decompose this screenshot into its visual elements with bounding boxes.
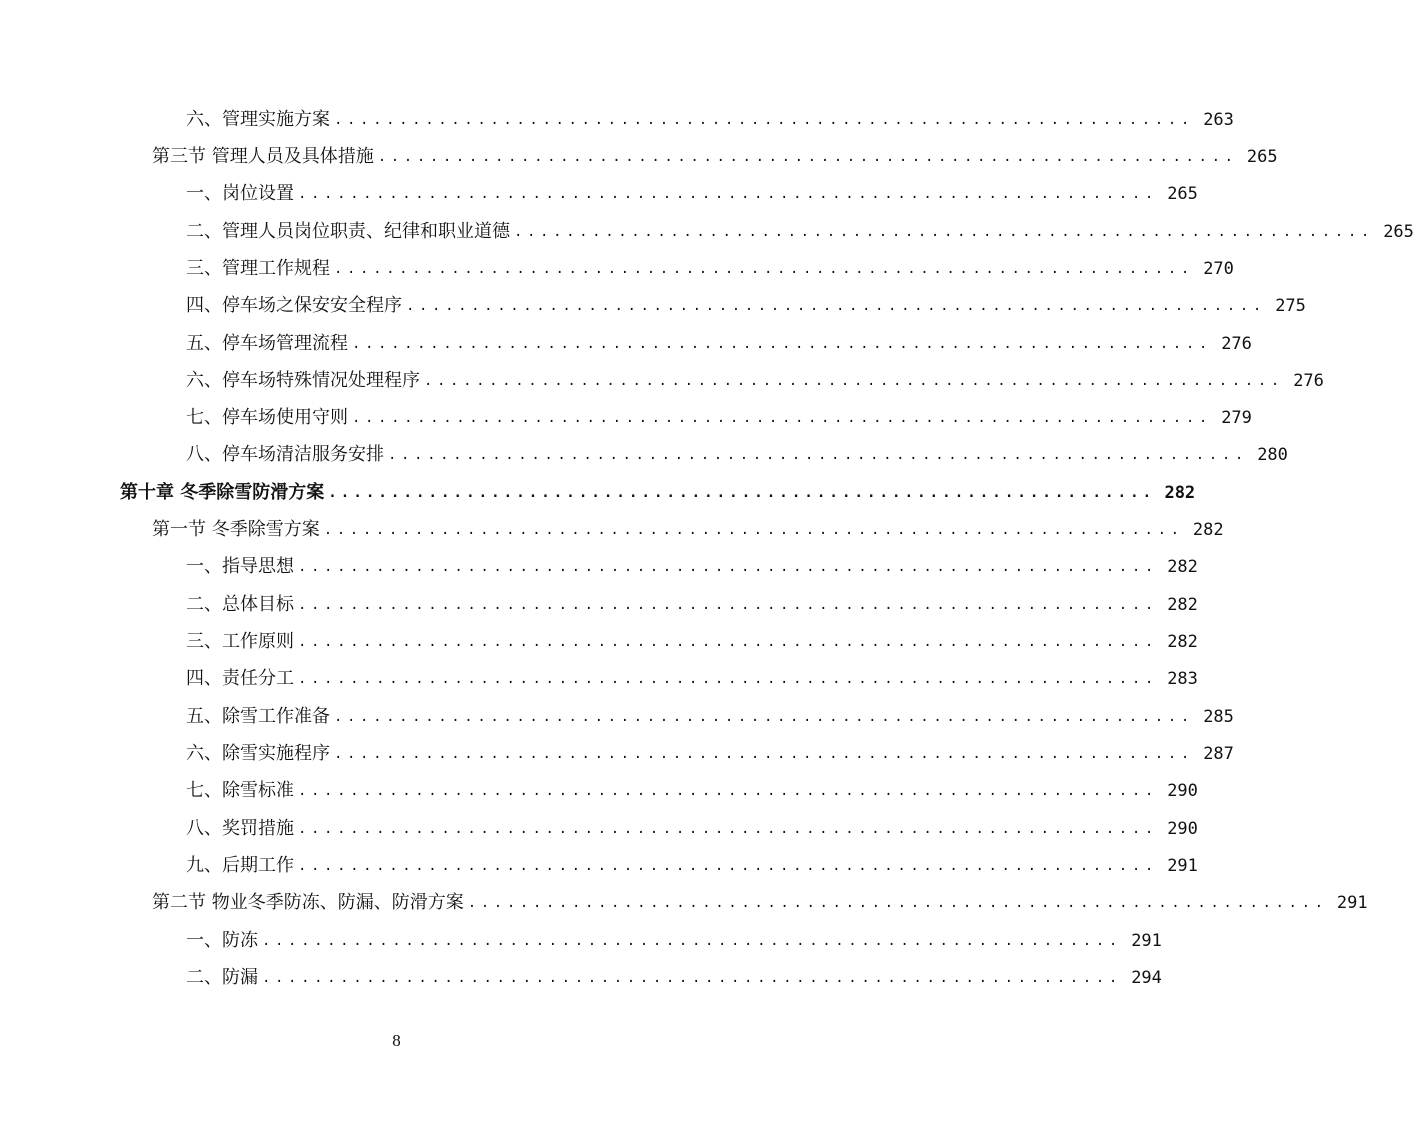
toc-entry-page: 290: [1167, 818, 1198, 839]
toc-subsection-entry[interactable]: [0, 213, 1414, 250]
toc-entry-title: 五、停车场管理流程: [186, 332, 348, 354]
toc-entry-title: 一、指导思想: [186, 556, 294, 578]
toc-subsection-entry[interactable]: [0, 847, 1198, 884]
toc-subsection-entry[interactable]: [0, 773, 1198, 810]
toc-entry-page: 275: [1275, 296, 1306, 317]
toc-dot-leader: ..................................................................: [377, 148, 1238, 165]
toc-entry-page: 282: [1167, 557, 1198, 578]
toc-subsection-entry[interactable]: [0, 101, 1234, 138]
toc-entry-title: 七、停车场使用守则: [186, 407, 348, 429]
toc-entry-page: 280: [1257, 445, 1288, 466]
toc-entry-page: 282: [1192, 520, 1224, 541]
toc-entry-page: 291: [1167, 855, 1198, 876]
toc-entry-title: 二、管理人员岗位职责、纪律和职业道德: [186, 220, 510, 242]
toc-entry-page: 276: [1221, 333, 1252, 354]
toc-subsection-entry[interactable]: [0, 325, 1252, 362]
toc-dot-leader: ..................................................................: [298, 559, 1158, 576]
toc-subsection-entry[interactable]: [0, 623, 1198, 660]
toc-entry-page: 265: [1246, 146, 1278, 167]
toc-subsection-entry[interactable]: [0, 362, 1324, 399]
toc-entry-title: 六、停车场特殊情况处理程序: [186, 369, 420, 391]
toc-entry-page: 291: [1336, 893, 1368, 914]
toc-subsection-entry[interactable]: [0, 735, 1234, 772]
toc-dot-leader: ..................................................................: [323, 522, 1184, 539]
toc-entry-page: 265: [1167, 184, 1198, 205]
toc-entry-title: 九、后期工作: [186, 854, 294, 876]
toc-subsection-entry[interactable]: [0, 400, 1252, 437]
toc-section-entry[interactable]: [0, 138, 1278, 175]
toc-entry-title: 六、管理实施方案: [186, 108, 330, 130]
toc-subsection-entry[interactable]: [0, 586, 1198, 623]
toc-entry-title: 第三节 管理人员及具体措施: [152, 145, 374, 167]
toc-dot-leader: ..................................................................: [298, 634, 1158, 651]
toc-entry-page: 285: [1203, 706, 1234, 727]
toc-entry-title: 六、除雪实施程序: [186, 742, 330, 764]
toc-subsection-entry[interactable]: [0, 922, 1162, 959]
toc-entry-title: 四、责任分工: [186, 668, 294, 690]
toc-dot-leader: ..................................................................: [514, 223, 1374, 240]
toc-dot-leader: ..................................................................: [262, 969, 1122, 986]
toc-dot-leader: ..................................................................: [298, 186, 1158, 203]
toc-subsection-entry[interactable]: [0, 437, 1288, 474]
toc-entry-title: 八、奖罚措施: [186, 817, 294, 839]
toc-entry-title: 三、管理工作规程: [186, 257, 330, 279]
table-of-contents: [0, 101, 1414, 997]
toc-entry-title: 第二节 物业冬季防冻、防漏、防滑方案: [152, 892, 464, 914]
toc-entry-title: 八、停车场清洁服务安排: [186, 444, 384, 466]
toc-entry-page: 265: [1383, 221, 1414, 242]
toc-dot-leader: ..................................................................: [328, 484, 1156, 501]
toc-subsection-entry[interactable]: [0, 176, 1198, 213]
toc-dot-leader: ..................................................................: [424, 372, 1284, 389]
toc-entry-title: 四、停车场之保安安全程序: [186, 295, 402, 317]
toc-entry-title: 五、除雪工作准备: [186, 705, 330, 727]
toc-dot-leader: ..................................................................: [298, 671, 1158, 688]
toc-dot-leader: ..................................................................: [298, 783, 1158, 800]
toc-entry-title: 三、工作原则: [186, 631, 294, 653]
toc-dot-leader: ..................................................................: [334, 111, 1194, 128]
toc-dot-leader: ..................................................................: [467, 895, 1328, 912]
toc-subsection-entry[interactable]: [0, 288, 1306, 325]
toc-entry-title: 二、防漏: [186, 966, 258, 988]
toc-section-entry[interactable]: [0, 885, 1368, 922]
toc-entry-page: 263: [1203, 109, 1234, 130]
toc-subsection-entry[interactable]: [0, 250, 1234, 287]
toc-dot-leader: ..................................................................: [334, 745, 1194, 762]
toc-entry-page: 287: [1203, 743, 1234, 764]
toc-entry-page: 279: [1221, 408, 1252, 429]
toc-entry-page: 282: [1164, 482, 1196, 503]
toc-dot-leader: ..................................................................: [334, 260, 1194, 277]
toc-dot-leader: ..................................................................: [406, 298, 1266, 315]
toc-entry-title: 第十章 冬季除雪防滑方案: [120, 481, 325, 503]
toc-dot-leader: ..................................................................: [334, 708, 1194, 725]
toc-entry-page: 283: [1167, 669, 1198, 690]
toc-entry-page: 282: [1167, 632, 1198, 653]
toc-dot-leader: ..................................................................: [352, 410, 1212, 427]
toc-chapter-entry[interactable]: [0, 474, 1196, 511]
toc-entry-page: 270: [1203, 258, 1234, 279]
toc-entry-title: 一、防冻: [186, 929, 258, 951]
toc-entry-title: 第一节 冬季除雪方案: [152, 519, 320, 541]
toc-dot-leader: ..................................................................: [298, 820, 1158, 837]
toc-entry-title: 一、岗位设置: [186, 183, 294, 205]
toc-entry-title: 七、除雪标准: [186, 780, 294, 802]
toc-dot-leader: ..................................................................: [352, 335, 1212, 352]
toc-subsection-entry[interactable]: [0, 661, 1198, 698]
toc-dot-leader: ..................................................................: [262, 932, 1122, 949]
toc-entry-page: 294: [1131, 967, 1162, 988]
toc-dot-leader: ..................................................................: [298, 596, 1158, 613]
page-number: 8: [392, 1031, 401, 1050]
toc-subsection-entry[interactable]: [0, 959, 1162, 996]
toc-entry-page: 290: [1167, 781, 1198, 802]
toc-section-entry[interactable]: [0, 511, 1224, 548]
toc-entry-page: 282: [1167, 594, 1198, 615]
toc-entry-page: 291: [1131, 930, 1162, 951]
toc-entry-page: 276: [1293, 370, 1324, 391]
toc-dot-leader: ..................................................................: [298, 857, 1158, 874]
toc-entry-title: 二、总体目标: [186, 593, 294, 615]
toc-subsection-entry[interactable]: [0, 698, 1234, 735]
toc-dot-leader: ..................................................................: [388, 447, 1248, 464]
toc-subsection-entry[interactable]: [0, 549, 1198, 586]
toc-subsection-entry[interactable]: [0, 810, 1198, 847]
